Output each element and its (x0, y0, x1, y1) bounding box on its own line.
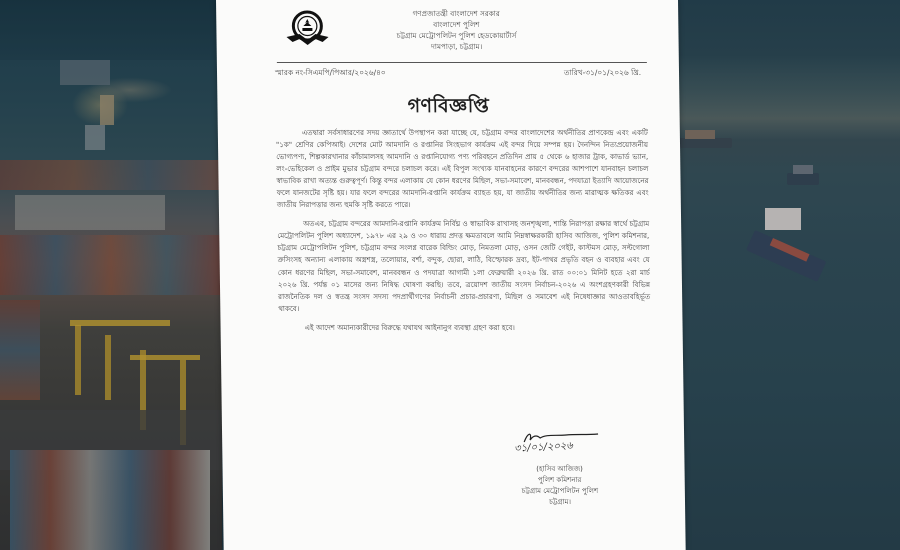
memo-reference: স্মারক নং-সিএমপি/পিআর/২০২৬/৪০ (274, 68, 386, 77)
notice-body (276, 127, 651, 341)
signatory-designation: পুলিশ কমিশনার (537, 476, 582, 484)
signatory-location: চট্টগ্রাম। (549, 498, 571, 506)
office-name: চট্টগ্রাম মেট্রোপলিটন পুলিশ হেডকোয়ার্টার্স (396, 31, 517, 40)
letterhead (216, 0, 679, 58)
signature-date: ৩১/০১/২০২৬ (513, 440, 574, 455)
memo-row (275, 68, 641, 80)
header-divider (277, 62, 647, 63)
notice-title: গণবিজ্ঞপ্তি (407, 95, 490, 117)
signatory-office: চট্টগ্রাম মেট্রোপলিটন পুলিশ (521, 487, 599, 495)
signatory-name: (হাসিব আজিজ) (536, 465, 583, 473)
background-river-image (677, 0, 900, 550)
paragraph-order: অতএব, চট্টগ্রাম বন্দরের আমদানি-রপ্তানি কার্যক্রম নির্বিঘ্ন ও স্বাভাবিক রাখাসহ জনশৃঙ্খলা, শান্তি নিরাপত্তা রক্ষার স্বার্থে চট্টগ্রাম মেট্রোপলিটন পুলিশ অধ্যাদেশ, ১৯৭৮ এর ২৯ ও ৩০ ধারায় প্রদত্ত ক্ষমতাবলে আমি নিম্নস্বাক্ষরকারী হাসিব আজিজ, পুলিশ কমিশনার, চট্টগ্রাম মেট্রোপলিটন পুলিশ, চট্টগ্রাম বন্দর সংলগ্ন বারেক বিল্ডিং মোড়, নিমতলা মোড়, ওসন জেটি গেইট, কাস্টমস মোড়, সল্টগোলা ক্রসিংসহ অন্যান্য এলাকায় অস্ত্রশস্ত্র, তলোয়ার, বর্শা, বন্দুক, ছোরা, লাঠি, বিস্ফোরক দ্রব্য, ইট-পাথর প্রভৃতি বহন ও ব্যবহার এবং যে কোন ধরণের মিছিল, সভা-সমাবেশ, মানববন্ধন ও পদযাত্রা আগামী ১লা ফেব্রুয়ারী ২০২৬ খ্রি. রাত ০০:০১ মিনিট হতে ২রা মার্চ ২০২৬ খ্রি. পর্যন্ত ০১ মাসের জন্য নিষিদ্ধ ঘোষণা করছি। তবে, ত্রয়োদশ জাতীয় সংসদ নির্বাচন-২০২৬ এ অংশগ্রহণকারী বিভিন্ন রাজনৈতিক দল ও স্বতন্ত্র সংসদ সদস্য পদপ্রার্থীগণের নির্বাচনী প্রচার-প্রচারণা, মিছিল ও সমাবেশ এই নিষেধাজ্ঞার আওতাবহির্ভূত থাকবে। (277, 219, 651, 313)
public-notice-document (216, 0, 686, 550)
paragraph-background: এতদ্বারা সর্বসাধারণের সদয় জ্ঞাতার্থে উপস্থাপন করা যাচ্ছে যে, চট্টগ্রাম বন্দর বাংলাদেশের অর্থনীতির প্রাণকেন্দ্র এবং একটি "১ক" শ্রেণির কেপিআই। দেশের মোট আমদানি ও রপ্তানির সিংহভাগ কার্যক্রম এই বন্দর দিয়ে সম্পন্ন হয়। দৈনন্দিন নিত্যপ্রয়োজনীয় ভোগ্যপণ্য, শিল্পকারখানার কাঁচামালসহ আমদানি ও রপ্তানিযোগ্য পণ্য পরিবহনে প্রতিদিন প্রায় ৫ থেকে ৬ হাজার ট্রাক, কাভার্ড ভ্যান, লং-ভেহিকেল ও প্রাইম মুভার চট্টগ্রাম বন্দরে চলাচল করে। এই বিপুল সংখ্যক যানবাহনের কারণে বন্দরের আশপাশে যানবাহন চলাচল স্বাভাবিক রাখা অত্যন্ত গুরুত্বপূর্ণ। কিন্তু বন্দর এলাকায় যে কোন ধরণের মিছিল, সভা-সমাবেশ, মানববন্ধন, পদযাত্রা ইত্যাদি আয়োজনের ফলে যানজটের সৃষ্টি হয়। যার ফলে বন্দরের আমদানি-রপ্তানি কার্যক্রম ব্যাহত হয়, যা জাতীয় অর্থনীতির জন্য মারাত্মক ক্ষতিকর এবং জাতীয় নিরাপত্তার জন্য হুমকি সৃষ্টি করতে পারে। (275, 128, 649, 210)
handwritten-signature (474, 430, 644, 458)
government-name: গণপ্রজাতন্ত্রী বাংলাদেশ সরকার (412, 9, 500, 18)
department-name: বাংলাদেশ পুলিশ (433, 20, 480, 29)
office-address: দামপাড়া, চট্টগ্রাম। (431, 42, 483, 51)
signature-block (474, 430, 645, 508)
memo-date: তারিখ-৩১/০১/২০২৬ খ্রি. (563, 68, 642, 77)
background-port-image (0, 0, 222, 550)
paragraph-warning: এই আদেশ অমান্যকারীদের বিরুদ্ধে যথাযথ আইনানুগ ব্যবস্থা গ্রহণ করা হবে। (304, 322, 515, 332)
